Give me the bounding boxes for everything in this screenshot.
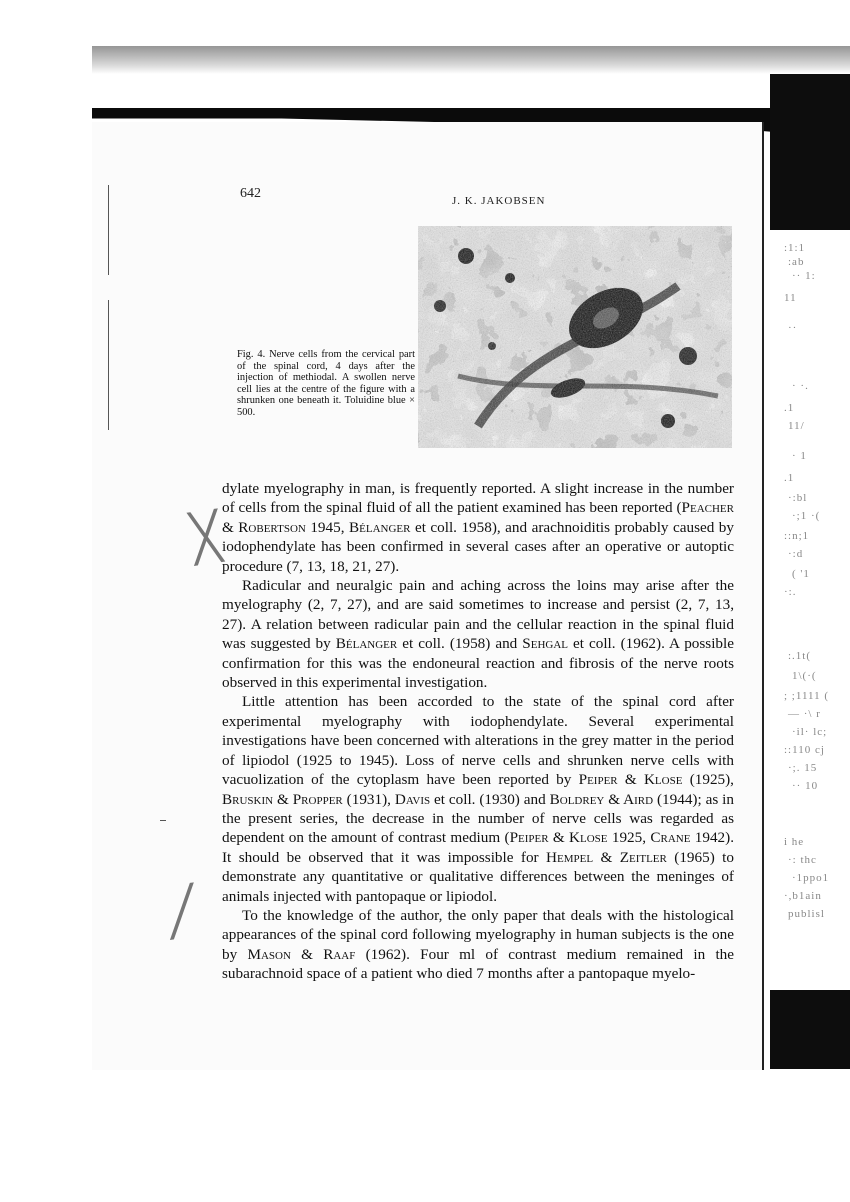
margin-fragment: — ·\ r (788, 708, 821, 720)
author-name: Bruskin & (222, 790, 289, 808)
paragraph-text: To the knowledge of the author, the only paper that deals with the histological appearances of the spinal cord following myelography in human subjects is the one by (222, 906, 734, 963)
margin-fragment: ·:bl (788, 492, 808, 504)
scan-rule-line (108, 185, 109, 275)
margin-fragment: · ·. (792, 380, 809, 392)
margin-fragment: ::110 cj (784, 744, 825, 756)
author-name: Sehgal (522, 635, 568, 653)
body-paragraph (222, 906, 734, 984)
margin-fragment: ·:. (784, 586, 797, 598)
margin-fragment: ·:d (788, 548, 804, 560)
paragraph-text: et coll. (1958) and (397, 635, 523, 653)
margin-fragment: ·il· lc; (792, 726, 828, 738)
author-name: Bélanger (335, 635, 398, 653)
margin-fragment: :.1t( (788, 650, 812, 662)
paragraph-text: (1944); as in the present series, the decrease in the number of nerve cells was regarded as dependent on the amount of contrast medium ( (222, 790, 734, 847)
scan-rule-line (108, 300, 109, 430)
author-name: Davis (394, 790, 431, 808)
margin-fragment: :ab (788, 256, 805, 268)
paragraph-text: 1942). It should be observed that it was impossible for (222, 829, 734, 866)
handwritten-x-mark: ╳ (188, 508, 224, 566)
margin-fragment: ·1ppo1 (792, 872, 830, 884)
paragraph-text: dylate myelography in man, is frequently reported. A slight increase in the number of cells from the spinal fluid of all the patient examined has been reported ( (222, 480, 734, 517)
scan-top-shadow (92, 46, 850, 74)
margin-fragment: 11/ (788, 420, 805, 432)
margin-fragment: publisl (788, 908, 825, 920)
margin-fragment: ·: thc (788, 854, 817, 866)
margin-fragment: ::n;1 (784, 530, 810, 542)
author-name: Hempel & Zeitler (546, 848, 667, 866)
margin-fragment: ; ;1111 ( (784, 690, 830, 702)
paragraph-text: Radicular and neuralgic pain and aching across the loins may arise after the myelography (2, 7, 27), and are said sometimes to increase and persist (2, 7, 13, 27). A relation between radicular pain and the cellular reaction in the spinal fluid was suggested by (222, 577, 734, 653)
margin-fragment: ·· 10 (792, 780, 819, 792)
paragraph-text: et coll. (1930) and (430, 790, 550, 808)
margin-fragment: :1:1 (784, 242, 806, 254)
author-name: Peiper & Klose (509, 829, 608, 847)
page-number: 642 (240, 186, 261, 201)
nerve-cell-micrograph (418, 226, 732, 448)
running-head: J. K. JAKOBSEN (452, 195, 546, 207)
author-name: Peacher & Robertson (222, 499, 734, 536)
margin-fragment: ·;. 15 (788, 762, 818, 774)
author-name: Bélanger (349, 518, 411, 536)
author-name: Mason & Raaf (247, 945, 356, 963)
margin-fragment: 11 (784, 292, 797, 304)
figure-caption: Fig. 4. Nerve cells from the cervical part of the spinal cord, 4 days after the injection of methiodal. A swollen nerve cell lies at the centre of the figure with a shrunken one beneath it. Toluidine blue × 500. (237, 349, 415, 418)
margin-fragment: .1 (784, 472, 795, 484)
adjacent-page-fragment (764, 230, 850, 990)
margin-fragment: ·· 1: (792, 270, 816, 282)
paragraph-text: (1925), (682, 771, 734, 789)
paragraph-text: Little attention has been accorded to the state of the spinal cord after experimental myelography with iodophendylate. Several experimental investigations have been concerned with alterations in the grey matter in the period of lipiodol (1925 to 1945). Loss of nerve cells and shrunken nerve cells with vacuolization of the cytoplasm have been reported by (222, 693, 734, 789)
author-name: Crane (650, 829, 691, 847)
margin-fragment: ·· (788, 322, 798, 334)
scan-mark-dash (160, 820, 166, 821)
body-text (222, 479, 734, 984)
body-paragraph (222, 692, 734, 905)
margin-fragment: .1 (784, 402, 795, 414)
paragraph-text: et coll. 1958), and arachnoiditis probably caused by iodophendylate has been confirmed in several cases after an operative or autoptic procedure (7, 13, 18, 21, 27). (222, 518, 734, 575)
paragraph-text: (1965) to demonstrate any quantitative or qualitative differences between the meninges of animals injected with pantopaque or lipiodol. (222, 848, 734, 905)
paragraph-text: et coll. (1962). A possible confirmation for this was the endoneural reaction and fibrosis of the nerve roots observed in this experimental investigation. (222, 635, 734, 692)
author-name: Propper (292, 790, 343, 808)
body-paragraph (222, 576, 734, 692)
margin-fragment: i he (784, 836, 805, 848)
margin-fragment: ( '1 (792, 568, 810, 580)
margin-fragment: · 1 (792, 450, 807, 462)
author-name: Boldrey & Aird (549, 790, 654, 808)
author-name: Peiper & Klose (578, 771, 683, 789)
margin-fragment: ·,b1ain (784, 890, 822, 902)
paragraph-text: 1945, (305, 518, 349, 536)
handwritten-x-mark: ╱ (164, 882, 200, 940)
body-paragraph (222, 479, 734, 576)
paragraph-text: 1925, (607, 829, 651, 847)
paragraph-text: (1931), (342, 790, 395, 808)
margin-fragment: 1\(·( (792, 670, 817, 682)
paragraph-text: (1962). Four ml of contrast medium remained in the subarachnoid space of a patient who died 7 months after a pantopaque myelo- (222, 945, 735, 983)
micrograph-figure (418, 226, 732, 448)
margin-fragment: ·;1 ·( (792, 510, 821, 522)
